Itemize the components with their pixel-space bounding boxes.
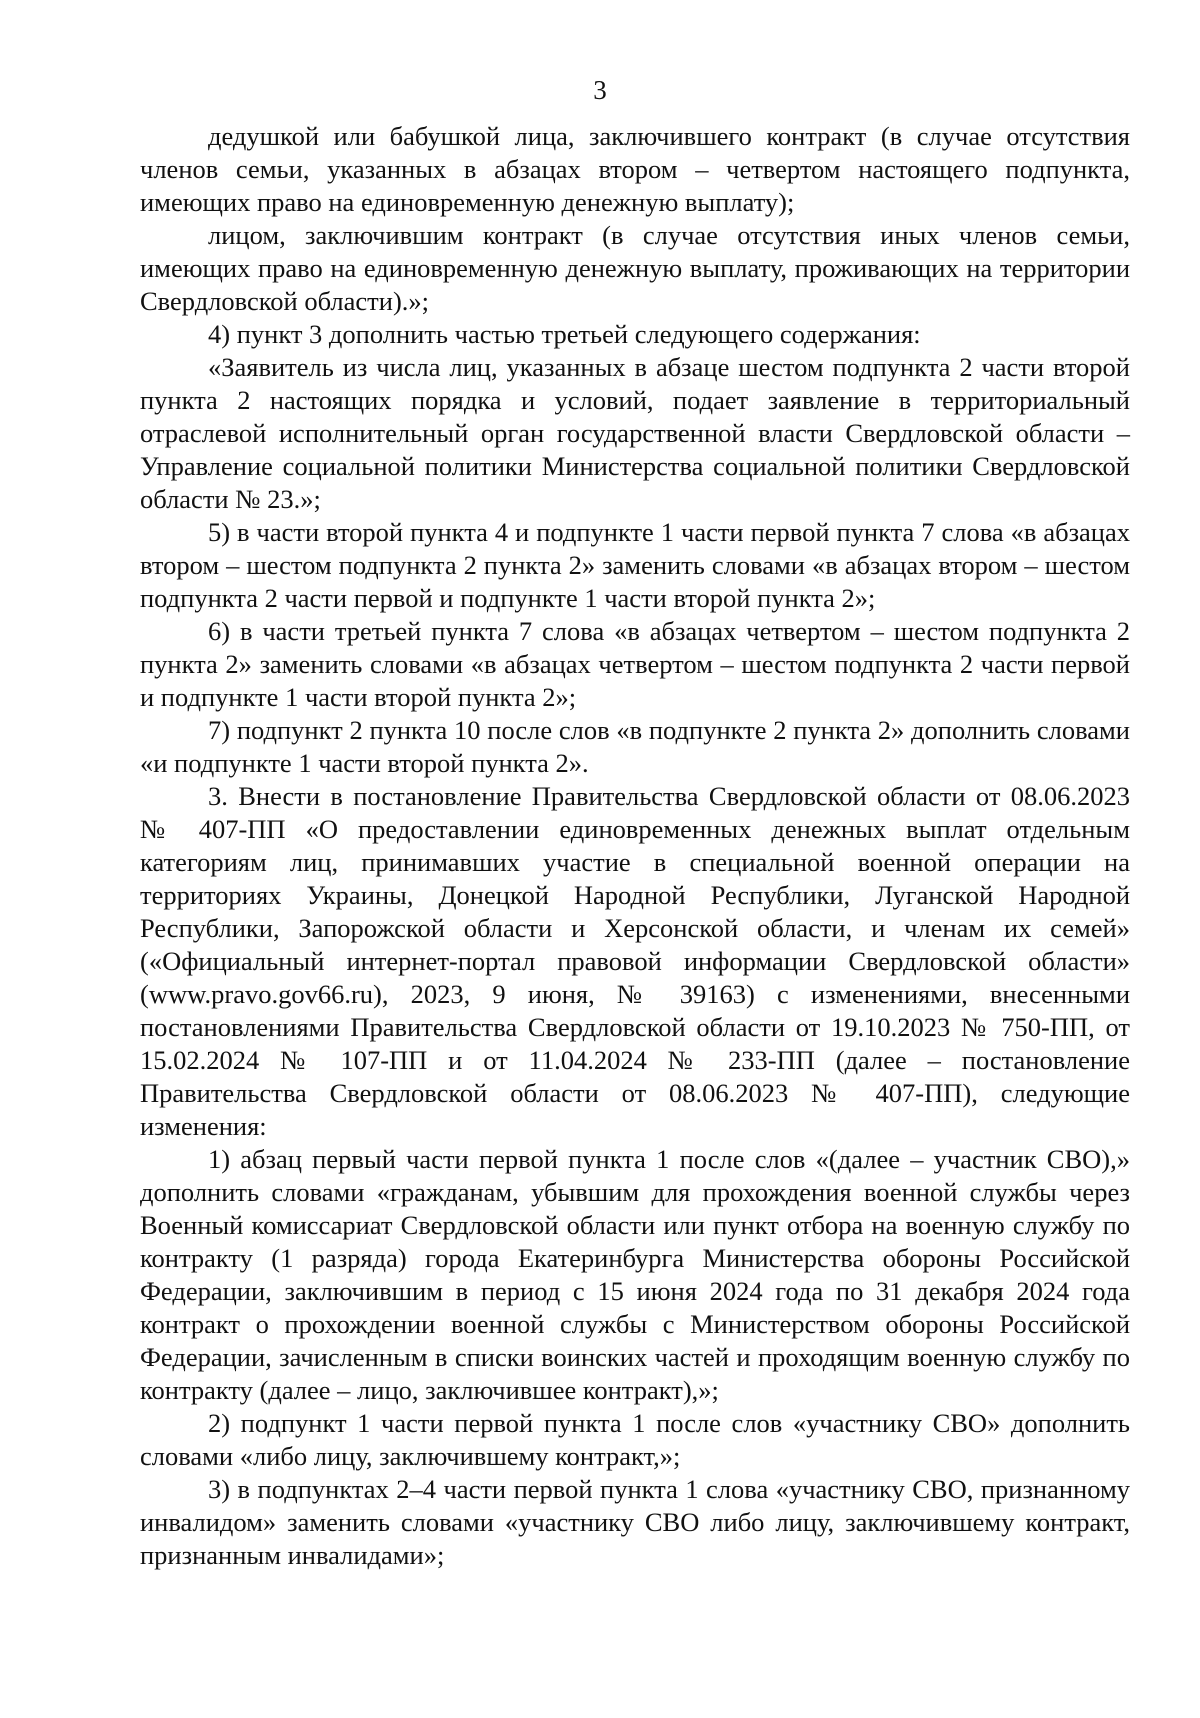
paragraph: 4) пункт 3 дополнить частью третьей следующего содержания: [208,319,921,349]
paragraph: 5) в части второй пункта 4 и подпункте 1 части первой пункта 7 слова «в абзацах втором – шестом подпункта 2 пункта 2» заменить словами «в абзацах втором – шестом подпункта 2 части первой и подпункте 1 части второй пункта 2»; [140,517,1130,613]
paragraph: 6) в части третьей пункта 7 слова «в абзацах четвертом – шестом подпункта 2 пункта 2» заменить словами «в абзацах четвертом – шестом подпункта 2 части первой и подпункте 1 части второй пункта 2»; [140,616,1130,712]
paragraph: 1) абзац первый части первой пункта 1 после слов «(далее – участник СВО),» дополнить словами «гражданам, убывшим для прохождения военной службы через Военный комиссариат Свердловской области или пункт отбора на военную службу по контракту (1 разряда) города Екатеринбурга Министерства обороны Российской Федерации, заключившим в период с 15 июня 2024 года по 31 декабря 2024 года контракт о прохождении военной службы с Министерством обороны Российской Федерации, зачисленным в списки воинских частей и проходящим военную службу по контракту (далее – лицо, заключившее контракт),»; [140,1144,1130,1405]
page-number: 3 [593,75,607,105]
paragraph: лицом, заключившим контракт (в случае отсутствия иных членов семьи, имеющих право на единовременную денежную выплату, проживающих на территории Свердловской области).»; [140,220,1130,316]
document-body [140,120,1130,1572]
paragraph: «Заявитель из числа лиц, указанных в абзаце шестом подпункта 2 части второй пункта 2 настоящих порядка и условий, подает заявление в территориальный отраслевой исполнительный орган государственной власти Свердловской области – Управление социальной политики Министерства социальной политики Свердловской области № 23.»; [140,352,1130,514]
paragraph: 3) в подпунктах 2–4 части первой пункта 1 слова «участнику СВО, признанному инвалидом» заменить словами «участнику СВО либо лицу, заключившему контракт, признанным инвалидами»; [140,1474,1130,1570]
paragraph: дедушкой или бабушкой лица, заключившего контракт (в случае отсутствия членов семьи, указанных в абзацах втором – четвертом настоящего подпункта, имеющих право на единовременную денежную выплату); [140,121,1130,217]
paragraph: 7) подпункт 2 пункта 10 после слов «в подпункте 2 пункта 2» дополнить словами «и подпункте 1 части второй пункта 2». [140,715,1130,778]
paragraph: 2) подпункт 1 части первой пункта 1 после слов «участнику СВО» дополнить словами «либо лицу, заключившему контракт,»; [140,1408,1130,1471]
paragraph: 3. Внести в постановление Правительства Свердловской области от 08.06.2023 № 407-ПП «О предоставлении единовременных денежных выплат отдельным категориям лиц, принимавших участие в специальной военной операции на территориях Украины, Донецкой Народной Республики, Луганской Народной Республики, Запорожской области и Херсонской области, и членам их семей» («Официальный интернет-портал правовой информации Свердловской области» (www.pravo.gov66.ru), 2023, 9 июня, № 39163) с изменениями, внесенными постановлениями Правительства Свердловской области от 19.10.2023 № 750-ПП, от 15.02.2024 № 107-ПП и от 11.04.2024 № 233-ПП (далее – постановление Правительства Свердловской области от 08.06.2023 № 407-ПП), следующие изменения: [140,781,1130,1141]
